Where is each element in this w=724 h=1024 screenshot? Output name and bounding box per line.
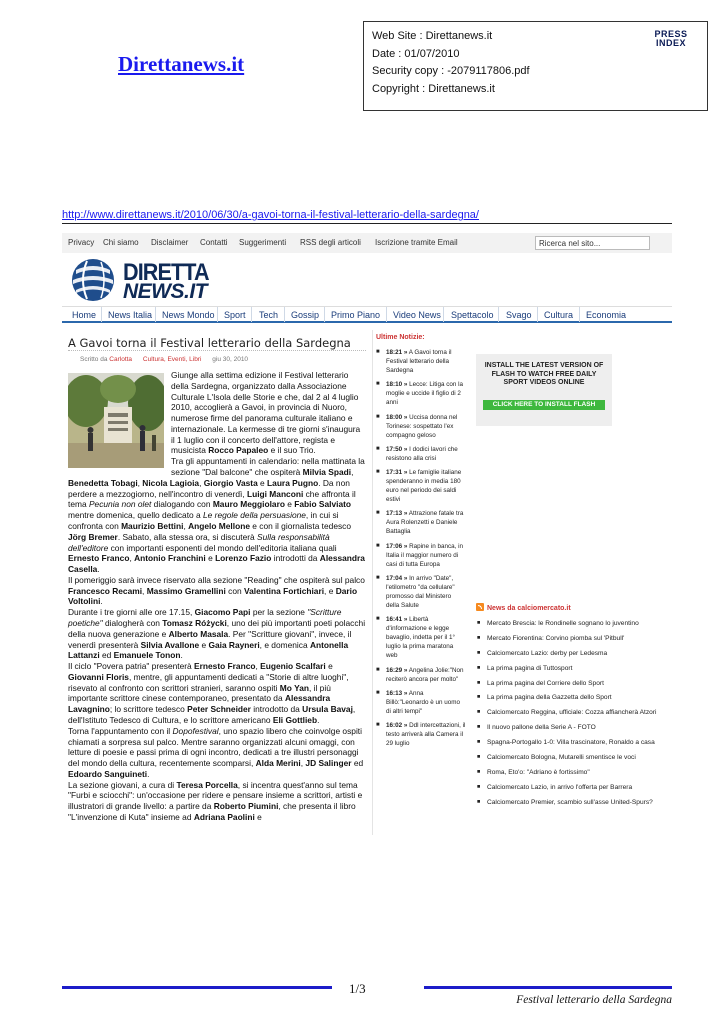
title-divider [68, 350, 366, 351]
byline-date: giu 30, 2010 [212, 356, 249, 363]
topbar-link-privacy[interactable]: Privacy [68, 238, 95, 247]
flash-install-ad[interactable] [476, 354, 612, 426]
article-url-link[interactable]: http://www.direttanews.it/2010/06/30/a-gavoi-torna-il-festival-letterario-della-sardegna/ [62, 209, 479, 221]
site-title: Direttanews.it [118, 52, 245, 76]
column-divider [372, 330, 373, 835]
nav-video-news[interactable]: Video News [387, 307, 444, 322]
info-copyright: Copyright : Direttanews.it [372, 82, 495, 95]
nav-news-italia[interactable]: News Italia [102, 307, 156, 322]
list-item[interactable]: ■ Calciomercato Reggina, ufficiale: Cozza affiancherà Atzori [476, 708, 672, 717]
list-item[interactable]: ■ 18:10 » Lecce: Litiga con la moglie e uccide il figlio di 2 anni [376, 380, 466, 407]
nav-news-mondo[interactable]: News Mondo [156, 307, 218, 322]
article-title: A Gavoi torna il Festival letterario della Sardegna [68, 336, 351, 350]
list-item[interactable]: ■ 17:06 » Rapine in banca, in Italia il maggior numero di casi di tutta Europa [376, 542, 466, 569]
latest-news-title: Ultime Notizie: [376, 334, 425, 341]
nav-gossip[interactable]: Gossip [285, 307, 325, 322]
list-item[interactable]: ■ Calciomercato Bologna, Mutarelli smentisce le voci [476, 753, 672, 762]
byline-prefix: Scritto da [80, 356, 108, 363]
topbar-link-rss[interactable]: RSS degli articoli [300, 238, 361, 247]
nav-economia[interactable]: Economia [586, 310, 627, 320]
list-item[interactable]: ■ Il nuovo pallone della Serie A - FOTO [476, 723, 672, 732]
press-index-logo: PRESS INDEX [654, 29, 688, 48]
list-item[interactable]: ■ Calciomercato Lazio, in arrivo l'offerta per Barrera [476, 783, 672, 792]
list-item[interactable]: ■ 16:13 » Anna Billò:"Leonardo è un uomo di altri tempi" [376, 689, 466, 716]
logo-text-news: NEWS.IT [123, 280, 207, 303]
list-item[interactable]: ■ Calciomercato Premier, scambio sull'asse United-Spurs? [476, 798, 672, 807]
list-item[interactable]: ■ 17:50 » I dodici lavori che resistono alla crisi [376, 445, 466, 463]
footer-title: Festival letterario della Sardegna [516, 994, 672, 1006]
nav-tech[interactable]: Tech [252, 307, 285, 322]
byline-categories-link[interactable]: Cultura, Eventi, Libri [142, 356, 202, 363]
nav-svago[interactable]: Svago [499, 307, 538, 322]
url-divider [62, 223, 672, 224]
list-item[interactable]: ■ 16:02 » Ddl intercettazioni, il testo arriverà alla Camera il 29 luglio [376, 721, 466, 748]
main-nav [62, 306, 672, 323]
list-item[interactable]: ■ 17:04 » In arrivo "Date", l'etilometro "da cellulare" promosso dal Ministero della Salute [376, 574, 466, 610]
document-info-box [363, 21, 708, 111]
topbar-link-contatti[interactable]: Contatti [200, 238, 228, 247]
list-item[interactable]: ■ 18:21 » A Gavoi torna il Festival letterario della Sardegna [376, 348, 466, 375]
list-item[interactable]: ■ 17:31 » Le famiglie italiane spenderanno in media 180 euro nel periodo dei saldi estivi [376, 468, 466, 504]
rss-icon[interactable] [476, 603, 484, 611]
list-item[interactable]: ■ 16:29 » Angelina Jolie:"Non reciterò ancora per molto" [376, 666, 466, 684]
logo-text-diretta: DIRETTA [123, 259, 209, 286]
site-search-input[interactable]: Ricerca nel sito... [535, 236, 650, 250]
nav-spettacolo[interactable]: Spettacolo [444, 307, 499, 322]
list-item[interactable]: ■ La prima pagina della Gazzetta dello Sport [476, 693, 672, 702]
latest-news-list [376, 348, 466, 754]
calciomercato-title[interactable]: News da calciomercato.it [487, 605, 571, 612]
page-number: 1/3 [349, 981, 366, 996]
topbar-link-suggerimenti[interactable]: Suggerimenti [239, 238, 287, 247]
list-item[interactable]: ■ 18:00 » Uccisa donna nel Torinese: sospettato l'ex compagno geloso [376, 413, 466, 440]
info-date: Date : 01/07/2010 [372, 47, 460, 60]
info-web-site: Web Site : Direttanews.it [372, 30, 493, 42]
nav-cultura[interactable]: Cultura [538, 307, 580, 322]
list-item[interactable]: ■ Roma, Eto'o: "Adriano è fortissimo" [476, 768, 672, 777]
calciomercato-header [476, 603, 571, 612]
list-item[interactable]: ■ Mercato Fiorentina: Corvino piomba sul 'Pitbull' [476, 634, 672, 643]
topbar-link-chi-siamo[interactable]: Chi siamo [103, 238, 139, 247]
list-item[interactable]: ■ Mercato Brescia: le Rondinelle sognano lo juventino [476, 619, 672, 628]
nav-primo-piano[interactable]: Primo Piano [325, 307, 387, 322]
install-flash-button[interactable]: CLICK HERE TO INSTALL FLASH [483, 400, 605, 410]
footer-rule-right [424, 986, 672, 989]
calciomercato-list [476, 619, 672, 813]
topbar-link-email[interactable]: Iscrizione tramite Email [375, 238, 458, 247]
ad-text: INSTALL THE LATEST VERSION OF FLASH TO WATCH FREE DAILY SPORT VIDEOS ONLINE [484, 362, 604, 386]
byline-author-link[interactable]: Carlotta [109, 356, 133, 363]
list-item[interactable]: ■ Spagna-Portogallo 1-0: Villa trascinatore, Ronaldo a casa [476, 738, 672, 747]
footer-rule-left [62, 986, 332, 989]
article-byline [80, 356, 248, 363]
list-item[interactable]: ■ La prima pagina di Tuttosport [476, 664, 672, 673]
nav-home[interactable]: Home [62, 307, 102, 322]
list-item[interactable]: ■ La prima pagina del Corriere dello Sport [476, 679, 672, 688]
list-item[interactable]: ■ Calciomercato Lazio: derby per Ledesma [476, 649, 672, 658]
info-security-copy: Security copy : -2079117806.pdf [372, 65, 530, 77]
nav-sport[interactable]: Sport [218, 307, 252, 322]
list-item[interactable]: ■ 16:41 » Libertà d'informazione e legge bavaglio, indetta per il 1° luglio la prima maratona web [376, 615, 466, 660]
topbar-link-disclaimer[interactable]: Disclaimer [151, 238, 189, 247]
list-item[interactable]: ■ 17:13 » Attrazione fatale tra Aura Rolenzetti e Daniele Battaglia [376, 509, 466, 536]
article-body: Giunge alla settima edizione il Festival letterario della Sardegna, organizzato dalla Associazione Culturale L'Isola delle Storie e che, dal 2 al 4 luglio 2010, accoglierà a Gavoi, in provincia di Nuoro, numerose firme del panorama culturale italiano e internazionale. La kermesse di tre giorni s'inaugura il 1 luglio con il concerto dell'attore, regista e musicista Rocco Papaleo e il suo Trio. Tra gli appuntamenti in calendario: nella mattinata la sezione "Dal balcone" che ospiterà Milvia Spadi, Benedetta Tobagi, Nicola Lagioia, Giorgio Vasta e Laura Pugno. Da non perdere a mezzogiorno, nell'incontro di venerdì, Luigi Manconi che affronta il tema Pecunia non olet dialogando con Mauro Meggiolaro e Fabio Salviato mentre domenica, quello dedicato a Le regole della persuasione, in cui si confronta con Maurizio Bettini, Angelo Mellone e con il giornalista tedesco Jörg Bremer. Sabato, alla stessa ora, si discuterà Sulla responsabilità dell'editore con importanti esponenti del mondo dell'editoria italiana quali Ernesto Franco, Antonio Franchini e Lorenzo Fazio introdotti da Alessandra Casella. Il pomeriggio sarà invece riservato alla sezione "Reading" che ospiterà sul palco Francesco Recami, Massimo Gramellini con Valentina Fortichiari, e Dario Voltolini. Durante i tre giorni alle ore 17.15, Giacomo Papi per la sezione "Scritture poetiche" dialogherà con Tomasz Różycki, uno dei più importanti poeti polacchi della nuova generazione e Alberto Masala. Per "Scritture giovani", invece, il venerdì presenterà Silvia Avallone e Gaia Rayneri, e domenica Antonella Lattanzi ed Emanuele Tonon. Il ciclo "Povera patria" presenterà Ernesto Franco, Eugenio Scalfari e Giovanni Floris, mentre, gli appuntamenti dedicati a "Storie di altre luoghi", risevato al confronto con scrittori stranieri, saranno ospiti Mo Yan, il più importante scrittore cinese contemporaneo, presentato da Alessandra Lavagnino; lo scrittore tedesco Peter Schneider introdotto da Ursula Bavaj, dell'Istituto Tedesco di Cultura, e lo scrittore americano Eli Gottlieb. Torna l'appuntamento con il Dopofestival, uno spazio libero che coinvolge ospiti chiamati a sorpresa sul palco. Mentre saranno organizzati alcuni omaggi, con letture di poesie e passi prima di ogni incontro, dedicati a tre illustri personaggi del mondo della cultura, recentemente scomparsi, Alda Merini, JD Salinger ed Edoardo Sanguineti. La sezione giovani, a cura di Teresa Porcella, si incentra quest'anno sul tema "Furbi e sciocchi": un'occasione per ridere e pensare insieme a scrittori, artisti e illustratori di grande livello: a partire da Roberto Piumini, che presenta il libro "L'invenzione di Kuta" insieme ad Adriana Paolini e [68, 370, 366, 823]
